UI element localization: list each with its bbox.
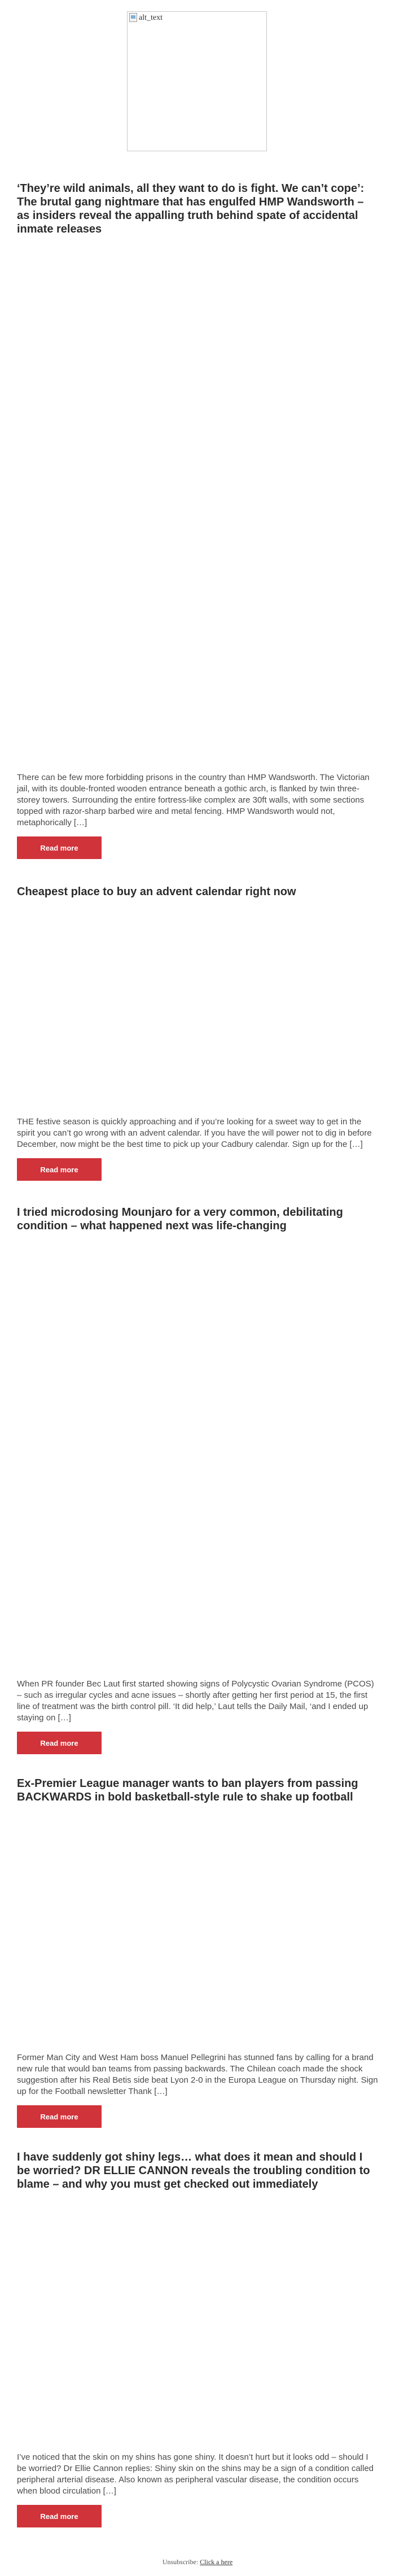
header-image	[127, 11, 267, 151]
header-image-alt-text: alt_text	[139, 14, 163, 22]
article-excerpt: Former Man City and West Ham boss Manuel Pellegrini has stunned fans by calling for a brand new rule that would ban teams from passing backwards. The Chilean coach made the shock suggestion after his Real Betis side beat Lyon 2-0 in the Europa League on Thursday night. Sign up for the Football newsletter Thank […]	[17, 2053, 378, 2096]
unsubscribe-label: Unsubscribe:	[162, 2558, 200, 2566]
article-excerpt: There can be few more forbidding prisons in the country than HMP Wandsworth. The Victorian jail, with its double-fronted wooden entrance beneath a gothic arch, is flanked by twin three-storey towers. Surrounding the entire fortress-like complex are 30ft walls, with some sections topped with razor-sharp barbed wire and metal fencing. HMP Wandsworth would not, metaphorically […]	[17, 773, 370, 827]
unsubscribe-link[interactable]: Click a here	[200, 2558, 233, 2566]
article-headline[interactable]: ‘They’re wild animals, all they want to do is fight. We can’t cope’: The brutal gang nightmare that has engulfed HMP Wandsworth – as insiders reveal the appalling truth behind spate of accidental inmate releases	[17, 182, 365, 235]
article-headline[interactable]: I have suddenly got shiny legs… what does it mean and should I be worried? DR ELLIE CANNON reveals the troubling condition to blame – and why you must get checked out immediately	[17, 2151, 370, 2191]
read-more-button[interactable]: Read more	[17, 2105, 102, 2128]
article-excerpt: THE festive season is quickly approaching and if you’re looking for a sweet way to get in the spirit you can’t go wrong with an advent calendar. If you have the will power not to dig in before December, now might be the best time to pick up your Cadbury calendar. Sign up for the […]	[17, 1117, 372, 1149]
read-more-button[interactable]: Read more	[17, 1158, 102, 1181]
broken-image-icon	[129, 13, 137, 22]
read-more-button[interactable]: Read more	[17, 2505, 102, 2527]
footer	[0, 2558, 395, 2566]
article-headline[interactable]: Ex-Premier League manager wants to ban players from passing BACKWARDS in bold basketball-style rule to shake up football	[17, 1777, 358, 1803]
read-more-button[interactable]: Read more	[17, 836, 102, 859]
article-excerpt: When PR founder Bec Laut first started showing signs of Polycystic Ovarian Syndrome (PCOS) – such as irregular cycles and acne issues – shortly after getting her first period at 15, the first line of treatment was the birth control pill. ‘It did help,’ Laut tells the Daily Mail, ‘and I ended up staying on […]	[17, 1679, 374, 1723]
article-excerpt: I’ve noticed that the skin on my shins has gone shiny. It doesn’t hurt but it looks odd – should I be worried? Dr Ellie Cannon replies: Shiny skin on the shins may be a sign of a condition called peripheral arterial disease. Also known as peripheral vascular disease, the condition occurs when blood circulation […]	[17, 2452, 374, 2496]
article-headline[interactable]: Cheapest place to buy an advent calendar right now	[17, 886, 296, 898]
read-more-button[interactable]: Read more	[17, 1732, 102, 1754]
article-headline[interactable]: I tried microdosing Mounjaro for a very common, debilitating condition – what happened next was life-changing	[17, 1206, 343, 1232]
